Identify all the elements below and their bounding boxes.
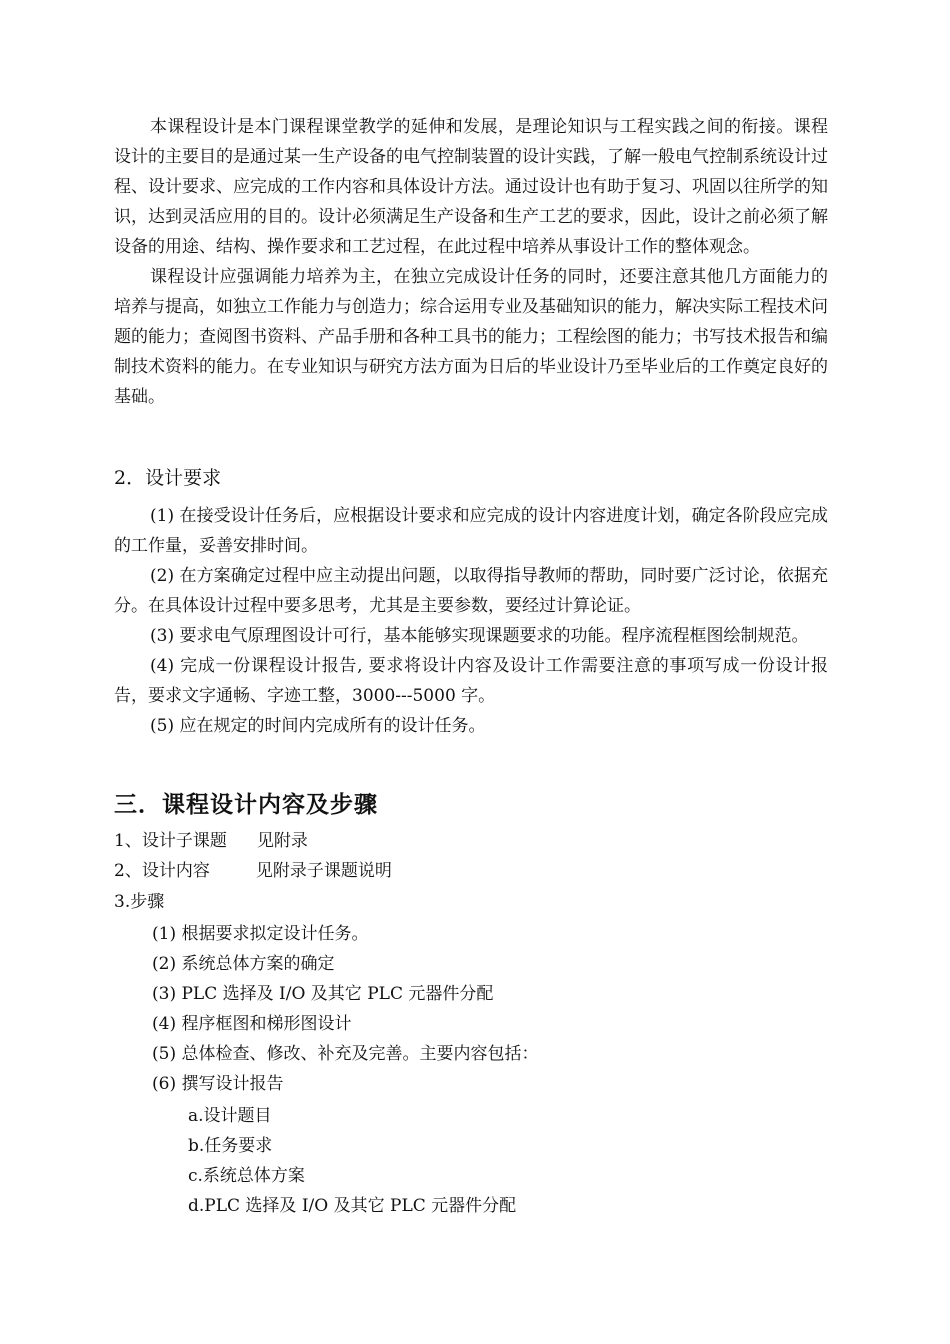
intro-section	[114, 112, 828, 412]
step-item: (3) PLC 选择及 I/O 及其它 PLC 元器件分配	[152, 984, 494, 1004]
requirement-item: (4) 完成一份课程设计报告, 要求将设计内容及设计工作需要注意的事项写成一份设计报告，要求文字通畅、字迹工整，3000---5000 字。	[114, 656, 828, 706]
requirement-item: (3) 要求电气原理图设计可行，基本能够实现课题要求的功能。程序流程框图绘制规范。	[150, 626, 809, 646]
report-sub-item: b.任务要求	[188, 1136, 273, 1156]
report-sub-item: c.系统总体方案	[188, 1166, 305, 1186]
section3-heading: 三．课程设计内容及步骤	[114, 791, 378, 818]
intro-paragraph-1: 本课程设计是本门课程课堂教学的延伸和发展，是理论知识与工程实践之间的衔接。课程设计的主要目的是通过某一生产设备的电气控制装置的设计实践，了解一般电气控制系统设计过程、设计要求、应完成的工作内容和具体设计方法。通过设计也有助于复习、巩固以往所学的知识，达到灵活应用的目的。设计必须满足生产设备和生产工艺的要求，因此，设计之前必须了解设备的用途、结构、操作要求和工艺过程，在此过程中培养从事设计工作的整体观念。	[114, 117, 828, 257]
report-sub-item: d.PLC 选择及 I/O 及其它 PLC 元器件分配	[188, 1196, 517, 1216]
design-content-label: 2、设计内容	[114, 861, 210, 881]
subtopic-value: 见附录	[256, 831, 308, 851]
report-sub-item: a.设计题目	[188, 1106, 272, 1126]
design-content-row	[114, 856, 392, 886]
design-content-value: 见附录子课题说明	[255, 861, 392, 881]
step-item: (6) 撰写设计报告	[152, 1074, 284, 1094]
requirement-item: (1) 在接受设计任务后，应根据设计要求和应完成的设计内容进度计划，确定各阶段应完成的工作量，妥善安排时间。	[114, 506, 828, 556]
step-item: (4) 程序框图和梯形图设计	[152, 1014, 352, 1034]
step-item: (2) 系统总体方案的确定	[152, 954, 335, 974]
requirements-heading: 2．设计要求	[114, 467, 222, 489]
requirement-item: (5) 应在规定的时间内完成所有的设计任务。	[150, 716, 486, 736]
steps-label: 3.步骤	[114, 892, 165, 912]
subtopic-label: 1、设计子课题	[114, 831, 227, 851]
intro-paragraph-2: 课程设计应强调能力培养为主，在独立完成设计任务的同时，还要注意其他几方面能力的培养与提高，如独立工作能力与创造力；综合运用专业及基础知识的能力，解决实际工程技术问题的能力；查阅图书资料、产品手册和各种工具书的能力；工程绘图的能力；书写技术报告和编制技术资料的能力。在专业知识与研究方法方面为日后的毕业设计乃至毕业后的工作奠定良好的基础。	[114, 267, 828, 407]
requirements-list	[114, 501, 828, 741]
step-item: (1) 根据要求拟定设计任务。	[152, 924, 369, 944]
requirement-item: (2) 在方案确定过程中应主动提出问题，以取得指导教师的帮助，同时要广泛讨论，依据充分。在具体设计过程中要多思考，尤其是主要参数，要经过计算论证。	[114, 566, 828, 616]
subtopic-row	[114, 826, 308, 856]
step-item: (5) 总体检查、修改、补充及完善。主要内容包括：	[152, 1044, 539, 1064]
